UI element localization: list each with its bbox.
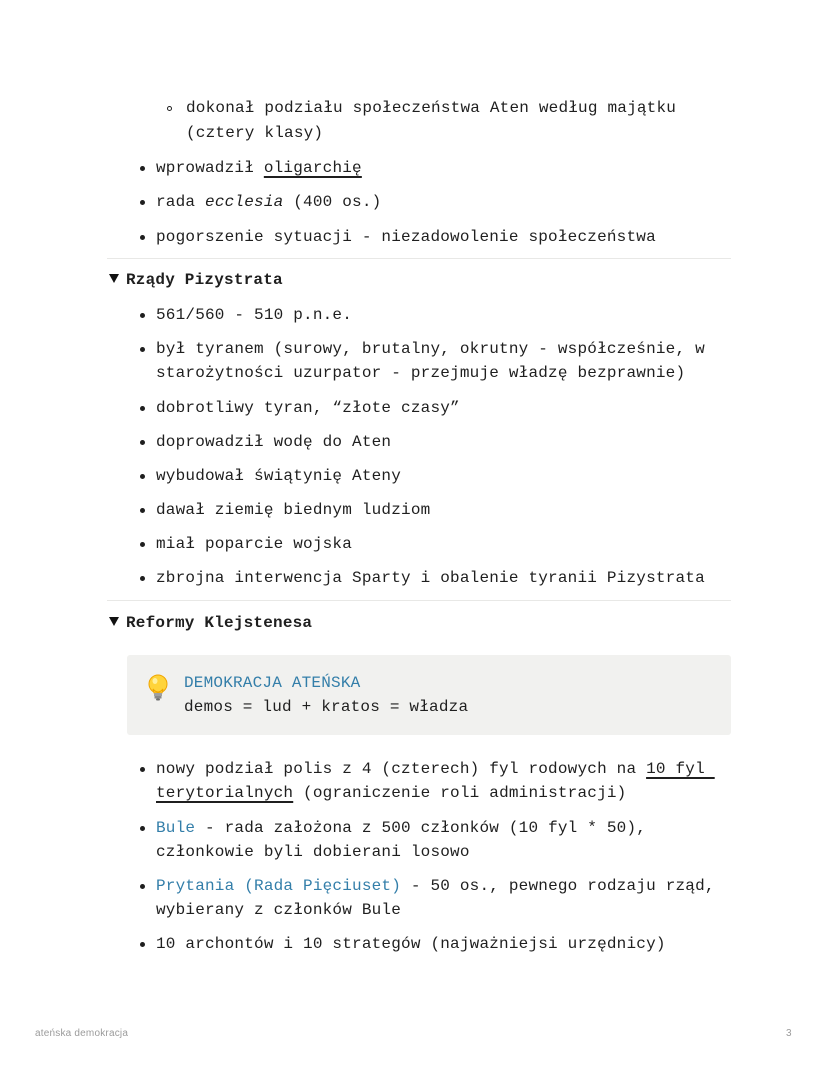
page-number: 3 <box>786 1028 792 1039</box>
list-item: pogorszenie sytuacji - niezadowolenie społeczeństwa <box>156 228 656 246</box>
bullet <box>140 942 145 947</box>
list-item-line2: członkowie byli dobierani losowo <box>156 843 470 861</box>
callout-body: demos = lud + kratos = władza <box>184 698 469 716</box>
section-heading-klejstenes[interactable]: Reformy Klejstenesa <box>126 614 313 632</box>
bullet <box>140 767 145 772</box>
bullet <box>140 406 145 411</box>
list-item-line1: Bule - rada założona z 500 członków (10 fyl * 50), <box>156 819 647 837</box>
bullet <box>140 313 145 318</box>
bullet <box>140 508 145 513</box>
sub-bullet-circle <box>167 106 172 111</box>
underlined-term: terytorialnych <box>156 784 294 802</box>
list-item: miał poparcie wojska <box>156 535 353 553</box>
list-item: wprowadził oligarchię <box>156 159 362 177</box>
footer-title: ateńska demokracja <box>35 1028 129 1039</box>
list-item: zbrojna interwencja Sparty i obalenie tyranii Pizystrata <box>156 569 705 587</box>
list-item: rada ecclesia (400 os.) <box>156 193 382 211</box>
list-item: wybudował świątynię Ateny <box>156 467 402 485</box>
list-item-line1: był tyranem (surowy, brutalny, okrutny - współcześnie, w <box>156 340 705 358</box>
bullet <box>140 826 145 831</box>
list-item-line2: wybierany z członków Bule <box>156 901 402 919</box>
link-bule[interactable]: Bule <box>156 819 196 837</box>
list-item: 10 archontów i 10 strategów (najważniejsi urzędnicy) <box>156 935 666 953</box>
list-item-line1: Prytania (Rada Pięciuset) - 50 os., pewnego rodzaju rząd, <box>156 877 715 895</box>
italic-term: ecclesia <box>205 193 284 211</box>
bullet <box>140 200 145 205</box>
section-heading-pizystrat[interactable]: Rządy Pizystrata <box>126 271 283 289</box>
list-item-sub-line1: dokonał podziału społeczeństwa Aten według majątku <box>186 99 677 117</box>
divider <box>107 600 731 601</box>
list-item-sub-line2: (cztery klasy) <box>186 124 324 142</box>
list-item: dawał ziemię biednym ludziom <box>156 501 431 519</box>
underlined-term: 10 fyl <box>646 760 715 778</box>
bullet <box>140 440 145 445</box>
bullet <box>140 474 145 479</box>
link-prytania[interactable]: Prytania (Rada Pięciuset) <box>156 877 402 895</box>
divider <box>107 258 731 259</box>
bullet <box>140 884 145 889</box>
toggle-triangle-icon[interactable] <box>109 617 119 626</box>
lightbulb-icon <box>145 673 171 703</box>
bullet <box>140 166 145 171</box>
bullet <box>140 576 145 581</box>
toggle-triangle-icon[interactable] <box>109 274 119 283</box>
callout-title: DEMOKRACJA ATEŃSKA <box>184 674 361 692</box>
list-item-line1: nowy podział polis z 4 (czterech) fyl rodowych na 10 fyl <box>156 760 715 778</box>
list-item: dobrotliwy tyran, “złote czasy” <box>156 399 460 417</box>
list-item-line2: starożytności uzurpator - przejmuje władzę bezprawnie) <box>156 364 686 382</box>
bullet <box>140 542 145 547</box>
list-item-line2: terytorialnych (ograniczenie roli administracji) <box>156 784 627 802</box>
bullet <box>140 235 145 240</box>
underlined-term: oligarchię <box>263 159 362 177</box>
list-item: doprowadził wodę do Aten <box>156 433 392 451</box>
bullet <box>140 347 145 352</box>
list-item: 561/560 - 510 p.n.e. <box>156 306 353 324</box>
